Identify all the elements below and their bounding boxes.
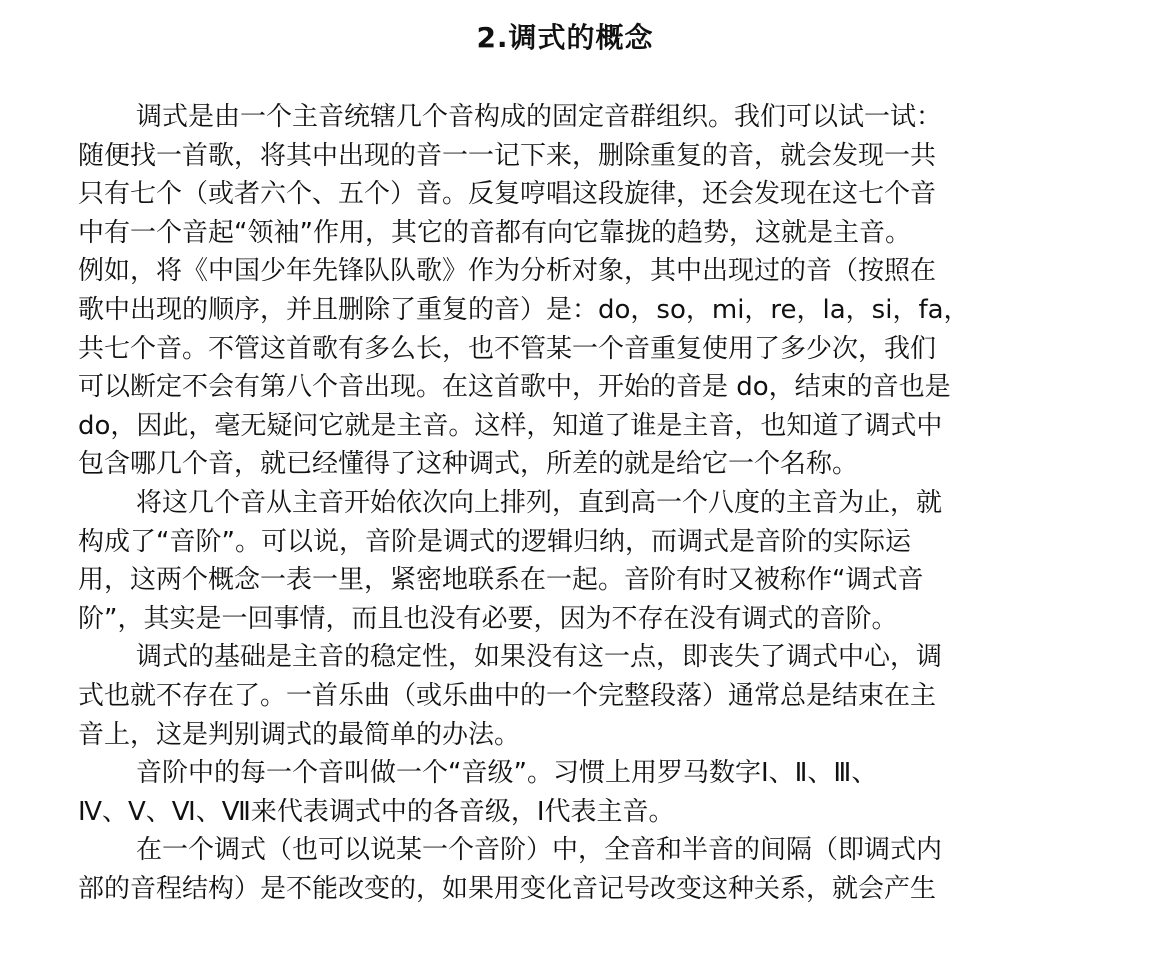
body-text [78, 98, 1068, 908]
text-line: 共七个音。不管这首歌有多么长，也不管某一个音重复使用了多少次，我们 [78, 333, 937, 364]
text-line: Ⅳ、Ⅴ、Ⅵ、Ⅶ来代表调式中的各音级，Ⅰ代表主音。 [78, 796, 675, 827]
text-line: 式也就不存在了。一首乐曲（或乐曲中的一个完整段落）通常总是结束在主 [78, 680, 937, 711]
text-line: 部的音程结构）是不能改变的，如果用变化音记号改变这种关系，就会产生 [78, 873, 937, 904]
text-line: do，因此，毫无疑问它就是主音。这样，知道了谁是主音，也知道了调式中 [78, 410, 943, 441]
text-line: 调式的基础是主音的稳定性，如果没有这一点，即丧失了调式中心，调 [136, 642, 943, 673]
text-line: 随便找一首歌，将其中出现的音一一记下来，删除重复的音，就会发现一共 [78, 140, 937, 171]
text-line: 只有七个（或者六个、五个）音。反复哼唱这段旋律，还会发现在这七个音 [78, 179, 937, 210]
text-line: 将这几个音从主音开始依次向上排列，直到高一个八度的主音为止，就 [136, 487, 943, 518]
text-line: 在一个调式（也可以说某一个音阶）中，全音和半音的间隔（即调式内 [136, 835, 943, 866]
text-line: 用，这两个概念一表一里，紧密地联系在一起。音阶有时又被称作“调式音 [78, 565, 924, 596]
text-line: 歌中出现的顺序，并且删除了重复的音）是：do，so，mi，re，la，si，fa， [78, 294, 970, 325]
text-line: 音上，这是判别调式的最简单的办法。 [78, 719, 521, 750]
section-title: 2.调式的概念 [476, 21, 654, 54]
text-line: 音阶中的每一个音叫做一个“音级”。习惯上用罗马数字Ⅰ、Ⅱ、Ⅲ、 [136, 758, 878, 789]
text-line: 调式是由一个主音统辖几个音构成的固定音群组织。我们可以试一试： [136, 102, 943, 132]
text-line: 阶”，其实是一回事情，而且也没有必要，因为不存在没有调式的音阶。 [78, 603, 898, 634]
text-line: 可以断定不会有第八个音出现。在这首歌中，开始的音是 do，结束的音也是 [78, 372, 951, 403]
text-line: 例如，将《中国少年先锋队队歌》作为分析对象，其中出现过的音（按照在 [78, 256, 937, 287]
text-line: 中有一个音起“领袖”作用，其它的音都有向它靠拢的趋势，这就是主音。 [78, 217, 911, 248]
text-line: 包含哪几个音，就已经懂得了这种调式，所差的就是给它一个名称。 [78, 449, 859, 480]
text-line: 构成了“音阶”。可以说，音阶是调式的逻辑归纳，而调式是音阶的实际运 [78, 526, 911, 557]
